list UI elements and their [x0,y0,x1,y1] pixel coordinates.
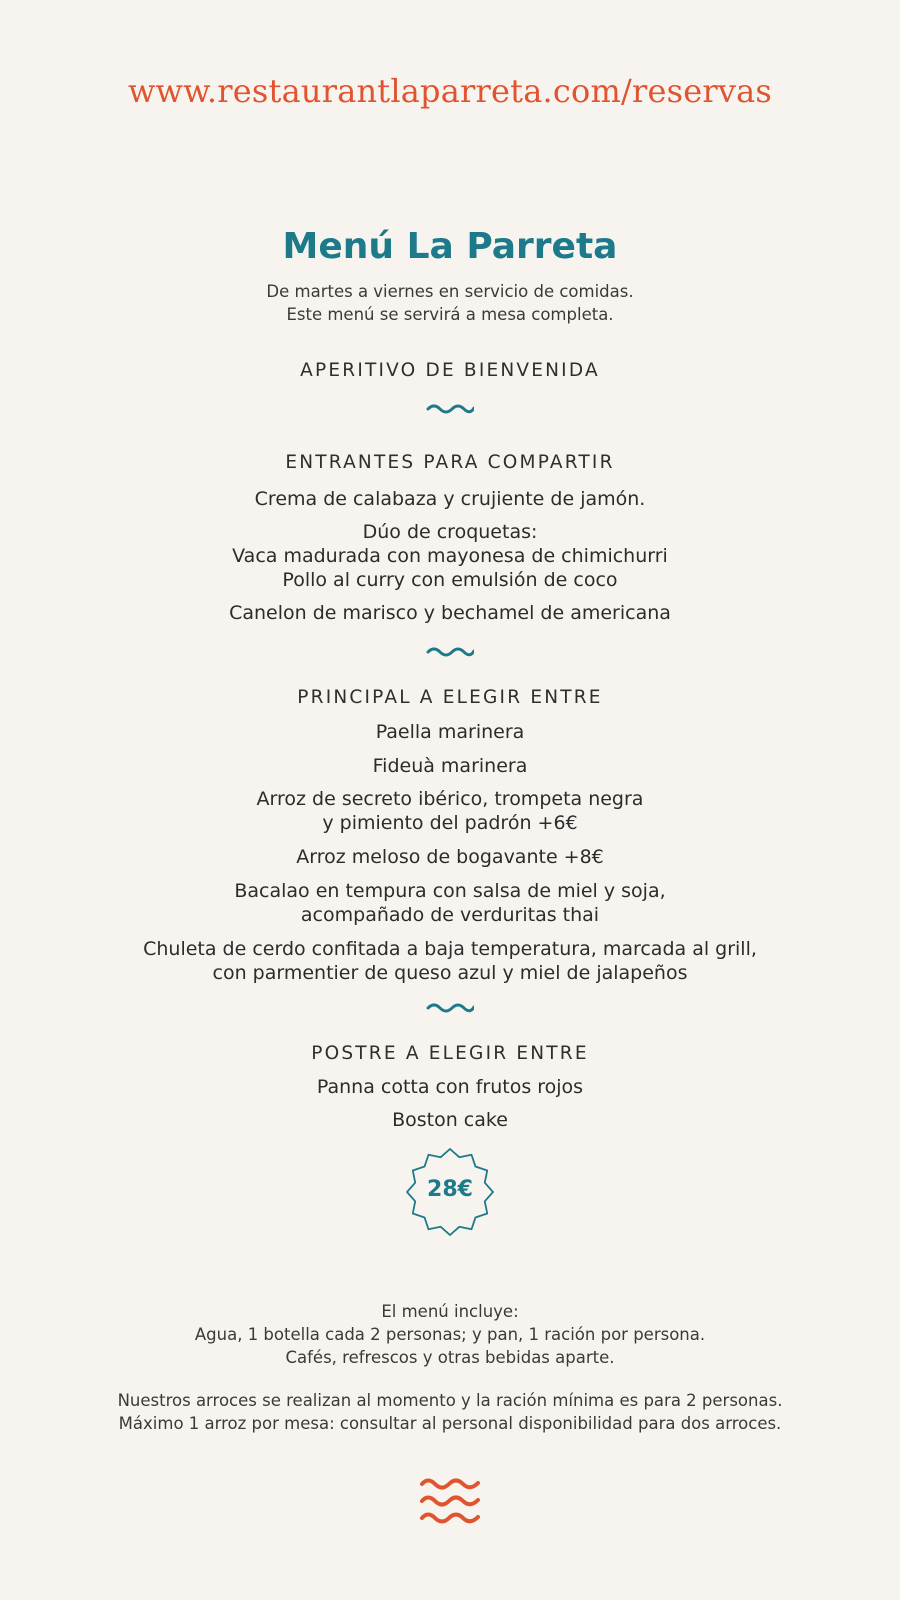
menu-item-line: con parmentier de queso azul y miel de jalapeños [212,962,688,984]
menu-item [0,520,900,592]
note-line: Nuestros arroces se realizan al momento y la ración mínima es para 2 personas. [117,1391,783,1410]
wave-icon [426,1002,474,1018]
reservation-url[interactable]: www.restaurantlaparreta.com/reservas [127,72,773,110]
section-heading-postre: POSTRE A ELEGIR ENTRE [311,1043,589,1064]
menu-item-line: Bacalao en tempura con salsa de miel y soja, [234,880,666,902]
menu-item [0,879,900,927]
rice-notes [0,1389,900,1435]
price-label: 28€ [427,1177,473,1202]
menu-item: Crema de calabaza y crujiente de jamón. [254,488,646,510]
menu-item: Arroz meloso de bogavante +8€ [296,846,604,868]
menu-item: Panna cotta con frutos rojos [316,1076,584,1098]
note-line: El menú incluye: [381,1302,519,1321]
menu-item-line: acompañado de verduritas thai [300,904,600,926]
menu-item: Fideuà marinera [372,755,528,777]
menu-item: Paella marinera [375,721,525,743]
menu-item-line: Vaca madurada con mayonesa de chimichurri [232,545,668,567]
note-line: Agua, 1 botella cada 2 personas; y pan, 1 ración por persona. [194,1325,706,1344]
menu-item: Canelon de marisco y bechamel de americana [229,602,671,624]
menu-item-line: Dúo de croquetas: [362,521,538,543]
menu-subtitle [0,280,900,326]
menu-item-line: Pollo al curry con emulsión de coco [282,569,618,591]
wave-icon [426,646,474,662]
menu-item [0,787,900,835]
menu-notes [0,1300,900,1369]
section-heading-aperitivo: APERITIVO DE BIENVENIDA [300,360,600,381]
menu-item: Boston cake [392,1109,508,1131]
menu-item [0,937,900,985]
menu-item-line: Arroz de secreto ibérico, trompeta negra [256,788,644,810]
note-line: Cafés, refrescos y otras bebidas aparte. [285,1348,615,1367]
subtitle-line: Este menú se servirá a mesa completa. [286,305,614,324]
note-line: Máximo 1 arroz por mesa: consultar al personal disponibilidad para dos arroces. [118,1414,782,1433]
section-heading-entrantes: ENTRANTES PARA COMPARTIR [285,452,615,473]
section-heading-principal: PRINCIPAL A ELEGIR ENTRE [297,687,603,708]
subtitle-line: De martes a viernes en servicio de comidas. [266,282,634,301]
page-title: Menú La Parreta [282,226,618,267]
triple-wave-logo-icon [418,1476,482,1526]
menu-item-line: y pimiento del padrón +6€ [322,812,578,834]
menu-item-line: Chuleta de cerdo confitada a baja temperatura, marcada al grill, [143,938,757,960]
wave-icon [426,403,474,419]
